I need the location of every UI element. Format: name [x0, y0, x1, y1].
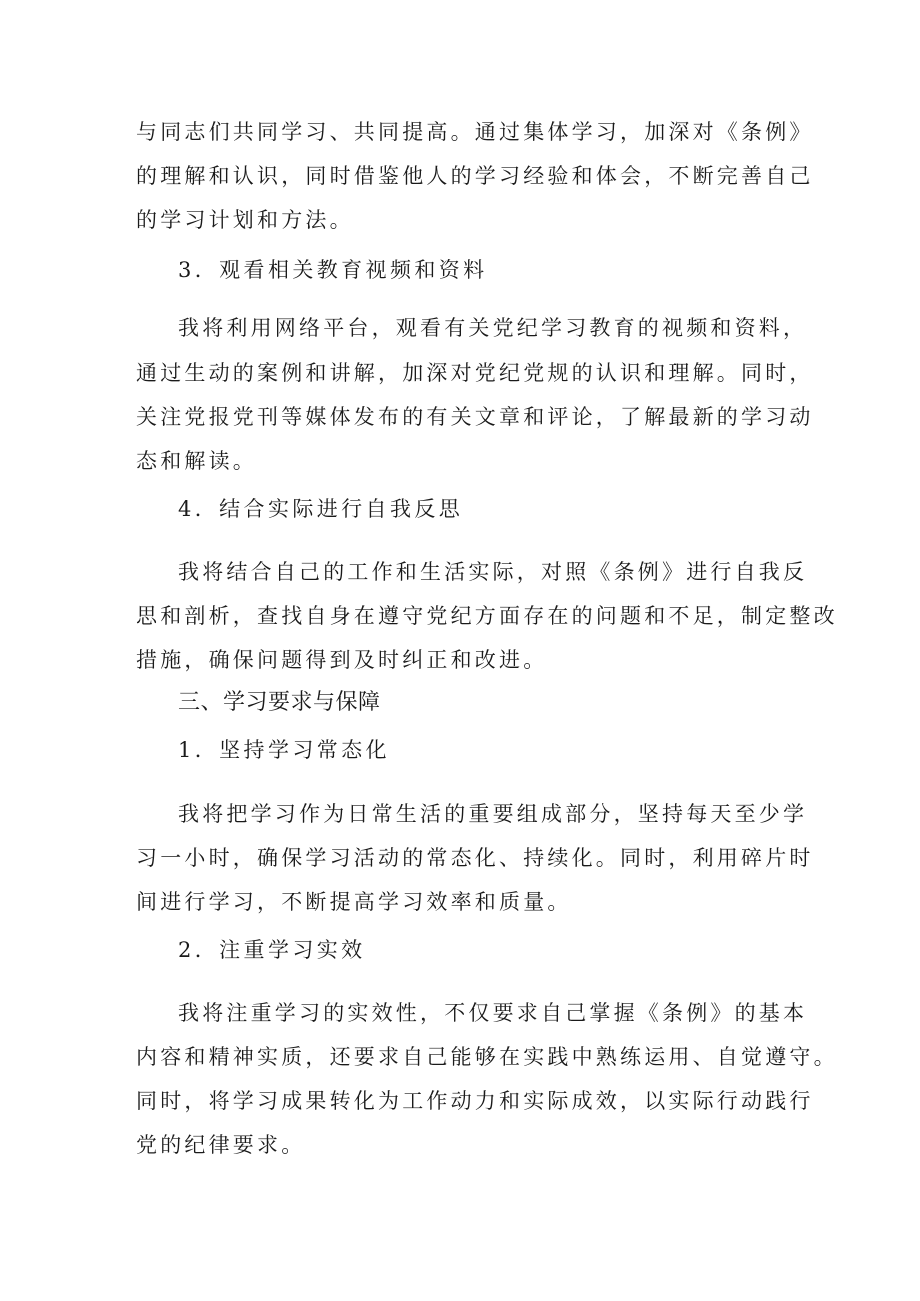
paragraph-line: 措施，确保问题得到及时纠正和改进。: [136, 648, 548, 672]
item-heading-4: 4．结合实际进行自我反思: [178, 497, 464, 521]
paragraph-line: 我将结合自己的工作和生活实际，对照《条例》进行自我反: [178, 560, 808, 584]
paragraph-line: 间进行学习，不断提高学习效率和质量。: [136, 890, 572, 914]
paragraph-line: 态和解读。: [136, 449, 257, 473]
paragraph-line: 同时，将学习成果转化为工作动力和实际成效，以实际行动践行: [136, 1089, 814, 1113]
paragraph-line: 通过生动的案例和讲解，加深对党纪党规的认识和理解。同时，: [136, 361, 814, 385]
item-heading-1: 1．坚持学习常态化: [178, 738, 390, 762]
paragraph-line: 我将利用网络平台，观看有关党纪学习教育的视频和资料，: [178, 316, 808, 340]
paragraph-line: 内容和精神实质，还要求自己能够在实践中熟练运用、自觉遵守。: [136, 1045, 838, 1069]
paragraph-line: 与同志们共同学习、共同提高。通过集体学习，加深对《条例》: [136, 120, 814, 144]
paragraph-line: 的理解和认识，同时借鉴他人的学习经验和体会，不断完善自己: [136, 164, 814, 188]
section-heading: 三、学习要求与保障: [178, 690, 381, 715]
paragraph-line: 的学习计划和方法。: [136, 208, 354, 232]
paragraph-line: 党的纪律要求。: [136, 1133, 306, 1157]
paragraph-line: 思和剖析，查找自身在遵守党纪方面存在的问题和不足，制定整改: [136, 604, 838, 628]
paragraph-line: 我将注重学习的实效性，不仅要求自己掌握《条例》的基本: [178, 1001, 808, 1025]
paragraph-line: 我将把学习作为日常生活的重要组成部分，坚持每天至少学: [178, 802, 808, 826]
item-heading-3: 3．观看相关教育视频和资料: [178, 258, 488, 282]
paragraph-line: 习一小时，确保学习活动的常态化、持续化。同时，利用碎片时: [136, 846, 814, 870]
item-heading-2: 2．注重学习实效: [178, 938, 366, 962]
paragraph-line: 关注党报党刊等媒体发布的有关文章和评论，了解最新的学习动: [136, 405, 814, 429]
